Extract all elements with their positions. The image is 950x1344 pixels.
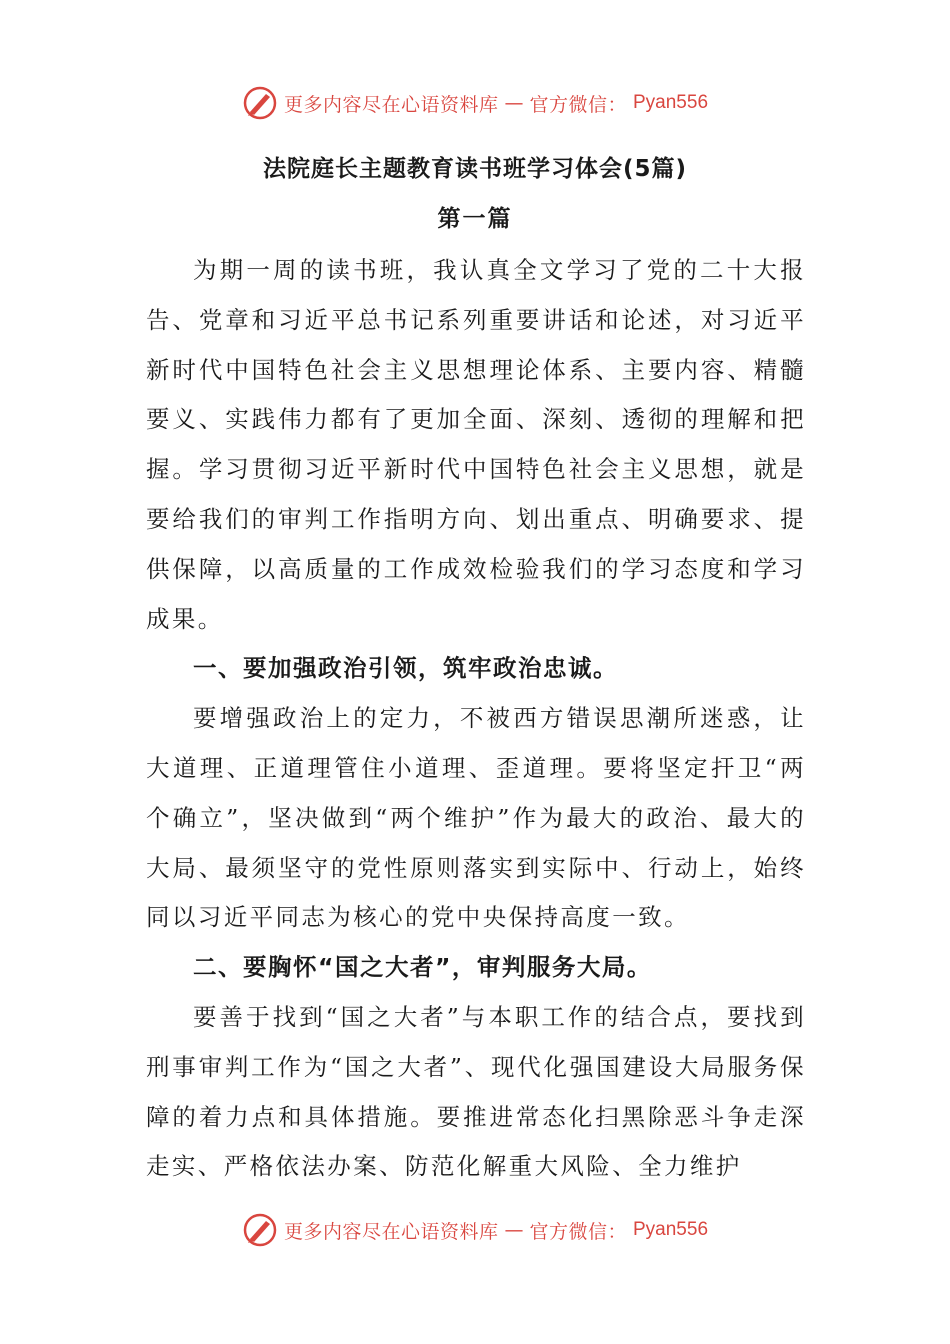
document-title: 法院庭长主题教育读书班学习体会(5篇)	[262, 156, 688, 182]
watermark-label: 官方微信：	[529, 93, 627, 116]
watermark-label: 官方微信：	[529, 1220, 627, 1243]
watermark-id: Pyan556	[633, 1219, 709, 1240]
watermark-text: 更多内容尽在心语资料库	[283, 93, 499, 116]
watermark-id: Pyan556	[633, 92, 709, 113]
heading-two: 二、要胸怀“国之大者”，审判服务大局。	[193, 953, 652, 982]
pen-logo-icon	[242, 1212, 278, 1248]
watermark-dash: —	[504, 92, 524, 114]
document-body	[146, 246, 806, 1192]
watermark-dash: —	[504, 1219, 524, 1241]
section-title: 第一篇	[437, 206, 513, 232]
watermark-header	[0, 83, 950, 123]
paragraph-intro: 为期一周的读书班，我认真全文学习了党的二十大报告、党章和习近平总书记系列重要讲话和论述，对习近平新时代中国特色社会主义思想理论体系、主要内容、精髓要义、实践伟力都有了更加全面、深刻、透彻的理解和把握。学习贯彻习近平新时代中国特色社会主义思想，就是要给我们的审判工作指明方向、划出重点、明确要求、提供保障，以高质量的工作成效检验我们的学习态度和学习成果。	[146, 256, 806, 633]
heading-one: 一、要加强政治引领，筑牢政治忠诚。	[193, 654, 618, 683]
pen-logo-icon	[242, 85, 278, 121]
paragraph-one: 要增强政治上的定力，不被西方错误思潮所迷惑，让大道理、正道理管住小道理、歪道理。要将坚定扞卫“两个确立”，坚决做到“两个维护”作为最大的政治、最大的大局、最须坚守的党性原则落实到实际中、行动上，始终同以习近平同志为核心的党中央保持高度一致。	[146, 704, 806, 932]
watermark-footer	[0, 1210, 950, 1250]
paragraph-two: 要善于找到“国之大者”与本职工作的结合点，要找到刑事审判工作为“国之大者”、现代化强国建设大局服务保障的着力点和具体措施。要推进常态化扫黑除恶斗争走深走实、严格依法办案、防范化解重大风险、全力维护	[146, 1002, 806, 1181]
watermark-text: 更多内容尽在心语资料库	[283, 1220, 499, 1243]
